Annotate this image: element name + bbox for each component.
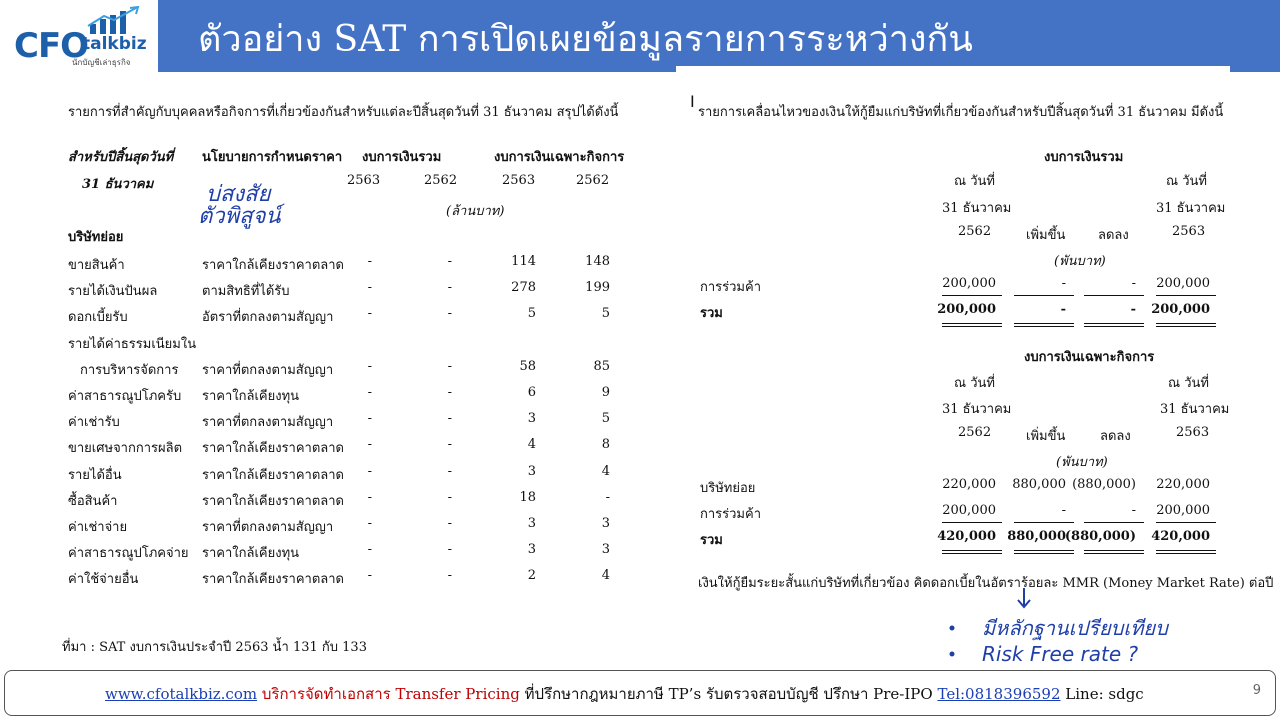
row-value: 8 — [601, 437, 610, 453]
row-policy: ราคาที่ตกลงตามสัญญา — [202, 362, 334, 378]
row-value: - — [367, 358, 372, 374]
consol-dec31-2: 31 ธันวาคม — [1156, 201, 1226, 216]
arrow-down-icon — [1014, 586, 1034, 610]
total-line — [1156, 323, 1216, 324]
row-value: - — [367, 463, 372, 479]
consol-title: งบการเงินรวม — [1044, 150, 1124, 165]
left-unit: (ล้านบาท) — [446, 204, 505, 219]
row-policy: ราคาที่ตกลงตามสัญญา — [202, 415, 334, 431]
total-value: (880,000) — [1064, 529, 1136, 544]
loan-row-value: 880,000 — [1012, 477, 1066, 492]
loan-row-label: การร่วมค้า — [700, 507, 762, 522]
row-value: - — [367, 411, 372, 427]
row-value: - — [447, 437, 452, 453]
loan-row-label: บริษัทย่อย — [700, 481, 756, 496]
row-value: - — [367, 254, 372, 269]
row-policy: ราคาใกล้เคียงราคาตลาด — [202, 572, 344, 588]
loan-row-value: 220,000 — [1156, 477, 1210, 492]
row-value: 148 — [585, 254, 610, 269]
title-bar — [158, 0, 1280, 72]
chart-bars-icon — [84, 6, 144, 36]
row-value: 5 — [527, 306, 536, 322]
total-line — [942, 326, 1002, 327]
row-label: การบริหารจัดการ — [80, 362, 179, 378]
row-value: - — [367, 489, 372, 505]
interest-note: เงินให้กู้ยืมระยะสั้นแก่บริษัทที่เกี่ยวข้อง คิดดอกเบี้ยในอัตราร้อยละ MMR (Money Market Rate) ต่อปี — [698, 576, 1274, 591]
row-value: - — [447, 306, 452, 322]
row-value: 278 — [511, 280, 536, 296]
subtotal-line — [1014, 522, 1074, 523]
handwritten-note-1: บ่สงสัย — [206, 182, 271, 207]
footer-text — [105, 682, 1144, 706]
consol-dec31-1: 31 ธันวาคม — [942, 201, 1012, 216]
total-line — [1156, 550, 1216, 551]
row-value: - — [447, 280, 452, 296]
row-label: ขายสินค้า — [68, 258, 125, 273]
row-value: 3 — [527, 542, 536, 558]
row-label: ค่าสาธารณูปโภครับ — [68, 389, 182, 404]
separate-decrease: ลดลง — [1100, 429, 1131, 444]
col-consol: งบการเงินรวม — [362, 150, 442, 165]
year-1: 2563 — [347, 173, 381, 188]
total-line — [942, 553, 1002, 554]
row-label: ค่าเช่าจ่าย — [68, 520, 128, 535]
col-policy: นโยบายการกำหนดราคา — [202, 150, 343, 165]
row-value: - — [447, 411, 452, 427]
row-policy: อัตราที่ตกลงตามสัญญา — [202, 310, 334, 326]
row-value: - — [447, 542, 452, 558]
total-line — [1014, 553, 1074, 554]
loan-row-value: - — [1061, 276, 1066, 291]
handwritten-risk-free: Risk Free rate ? — [982, 642, 1139, 666]
loan-row-value: - — [1061, 503, 1066, 518]
consol-as-at-1: ณ วันที่ — [954, 174, 995, 189]
total-label: รวม — [700, 306, 723, 321]
loan-row-label: การร่วมค้า — [700, 280, 762, 295]
footer-bar — [4, 670, 1276, 716]
loan-row-value: 200,000 — [942, 503, 996, 518]
separate-increase: เพิ่มขึ้น — [1026, 429, 1066, 444]
right-intro: รายการเคลื่อนไหวของเงินให้กู้ยืมแก่บริษัทที่เกี่ยวข้องกันสำหรับปีสิ้นสุดวันที่ 31 ธันวาคม มีดังนี้ — [698, 105, 1224, 120]
separate-year-2562: 2562 — [958, 425, 992, 440]
row-value: 3 — [601, 542, 610, 558]
row-value: 5 — [601, 411, 610, 427]
row-value: 5 — [601, 306, 610, 322]
loan-row-value: 200,000 — [1156, 276, 1210, 291]
row-policy: ราคาใกล้เคียงทุน — [202, 546, 300, 562]
separate-as-at-1: ณ วันที่ — [954, 376, 995, 391]
subtotal-line — [1084, 522, 1144, 523]
subtotal-line — [1156, 295, 1216, 296]
row-value: - — [447, 489, 452, 505]
year-4: 2562 — [576, 173, 610, 188]
website-link[interactable]: www.cfotalkbiz.com — [105, 685, 258, 703]
total-line — [1014, 323, 1074, 324]
total-line — [1084, 553, 1144, 554]
row-label: ขายเศษจากการผลิต — [68, 441, 183, 457]
total-value: 420,000 — [1151, 529, 1210, 544]
subtotal-line — [1014, 295, 1074, 296]
row-value: - — [447, 254, 452, 269]
row-label: ค่าเช่ารับ — [68, 415, 120, 431]
row-value: - — [367, 306, 372, 322]
total-line — [1014, 326, 1074, 327]
row-value: - — [447, 385, 452, 400]
row-value: 3 — [527, 463, 536, 479]
separate-dec31-2: 31 ธันวาคม — [1160, 402, 1230, 417]
loan-row-value: (880,000) — [1072, 477, 1136, 492]
row-label: ดอกเบี้ยรับ — [68, 310, 128, 326]
logo-text-2: talkbiz — [82, 34, 147, 54]
row-value: 4 — [601, 463, 610, 479]
consol-increase: เพิ่มขึ้น — [1026, 228, 1066, 243]
row-value: 3 — [601, 516, 610, 531]
subtotal-line — [942, 522, 1002, 523]
total-value: 200,000 — [937, 302, 996, 317]
subtotal-line — [942, 295, 1002, 296]
row-policy: ราคาใกล้เคียงทุน — [202, 389, 300, 404]
row-label: รายได้เงินปันผล — [68, 284, 158, 300]
separate-title: งบการเงินเฉพาะกิจการ — [1024, 350, 1155, 365]
consol-unit: (พันบาท) — [1054, 254, 1106, 269]
slide-title: ตัวอย่าง SAT การเปิดเผยข้อมูลรายการระหว่างกัน — [198, 19, 973, 60]
total-value: - — [1060, 302, 1066, 317]
total-value: 420,000 — [937, 529, 996, 544]
row-label: รายได้ค่าธรรมเนียมใน — [68, 336, 197, 352]
handwritten-note-2: ตัวพิสูจน์ — [198, 204, 281, 229]
row-value: - — [447, 516, 452, 531]
total-line — [942, 550, 1002, 551]
consol-decrease: ลดลง — [1098, 228, 1129, 243]
total-line — [1014, 550, 1074, 551]
footer-desc: ที่ปรึกษากฎหมายภาษี TP’s รับตรวจสอบบัญชี ปรึกษา Pre-IPO — [524, 685, 933, 703]
row-value: 6 — [527, 385, 536, 400]
logo-subtitle: นักบัญชีเล่าธุรกิจ — [72, 58, 131, 67]
divider-tab — [676, 66, 1230, 78]
row-label: รายได้อื่น — [68, 467, 122, 483]
row-label: ซื้อสินค้า — [68, 493, 118, 509]
row-value: 4 — [527, 437, 536, 453]
tel-link[interactable]: Tel:0818396592 — [937, 685, 1061, 703]
row-value: 114 — [511, 254, 536, 269]
consol-year-2563: 2563 — [1172, 224, 1206, 239]
row-value: 58 — [519, 358, 536, 374]
footer-service: บริการจัดทำเอกสาร Transfer Pricing — [261, 685, 520, 703]
logo — [0, 0, 158, 72]
row-value: 3 — [527, 411, 536, 427]
row-value: - — [605, 489, 610, 505]
page-number: 9 — [1252, 683, 1261, 698]
section-subsidiary: บริษัทย่อย — [68, 230, 124, 245]
subtotal-line — [1156, 522, 1216, 523]
source-note: ที่มา : SAT งบการเงินประจำปี 2563 น้ำ 131 กับ 133 — [62, 640, 367, 655]
row-value: - — [367, 542, 372, 558]
loan-row-value: 200,000 — [1156, 503, 1210, 518]
left-intro: รายการที่สำคัญกับบุคคลหรือกิจการที่เกี่ยวข้องกันสำหรับแต่ละปีสิ้นสุดวันที่ 31 ธันวาคม สรุปได้ดังนี้ — [68, 105, 619, 120]
year-3: 2563 — [502, 173, 536, 188]
bullet-dots-icon — [946, 622, 958, 662]
row-value: - — [367, 568, 372, 584]
col-period-1: สำหรับปีสิ้นสุดวันที่ — [68, 150, 174, 165]
row-label: ค่าใช้จ่ายอื่น — [68, 572, 139, 588]
row-policy: ราคาที่ตกลงตามสัญญา — [202, 520, 334, 535]
row-value: - — [447, 463, 452, 479]
total-line — [1156, 553, 1216, 554]
total-line — [1084, 323, 1144, 324]
subtotal-line — [1084, 295, 1144, 296]
col-period-2: 31 ธันวาคม — [82, 177, 154, 192]
loan-row-value: 220,000 — [942, 477, 996, 492]
separate-as-at-2: ณ วันที่ — [1168, 376, 1209, 391]
row-value: - — [447, 358, 452, 374]
consol-year-2562: 2562 — [958, 224, 992, 239]
handwritten-evidence: มีหลักฐานเปรียบเทียบ — [982, 616, 1168, 640]
row-value: 2 — [527, 568, 536, 584]
total-label: รวม — [700, 533, 723, 548]
separate-unit: (พันบาท) — [1056, 455, 1108, 470]
row-policy: ราคาใกล้เคียงราคาตลาด — [202, 258, 344, 273]
col-separate: งบการเงินเฉพาะกิจการ — [494, 150, 625, 165]
row-value: - — [367, 385, 372, 400]
row-policy: ราคาใกล้เคียงราคาตลาด — [202, 441, 344, 457]
separate-year-2563: 2563 — [1176, 425, 1210, 440]
logo-text: CFO — [14, 26, 89, 66]
loan-row-value: 200,000 — [942, 276, 996, 291]
consol-as-at-2: ณ วันที่ — [1166, 174, 1207, 189]
total-line — [942, 323, 1002, 324]
total-line — [1084, 550, 1144, 551]
total-value: 880,000 — [1007, 529, 1066, 544]
total-line — [1084, 326, 1144, 327]
year-2: 2562 — [424, 173, 458, 188]
footer-line-id: Line: sdgc — [1065, 685, 1144, 703]
total-value: - — [1130, 302, 1136, 317]
total-value: 200,000 — [1151, 302, 1210, 317]
row-value: - — [367, 280, 372, 296]
row-value: 18 — [519, 489, 536, 505]
loan-row-value: - — [1131, 503, 1136, 518]
total-line — [1156, 326, 1216, 327]
row-value: 199 — [585, 280, 610, 296]
text-cursor-icon: I — [690, 92, 695, 111]
row-value: 3 — [527, 516, 536, 531]
row-value: - — [447, 568, 452, 584]
row-label: ค่าสาธารณูปโภคจ่าย — [68, 546, 189, 562]
loan-row-value: - — [1131, 276, 1136, 291]
row-value: 85 — [593, 358, 610, 374]
row-value: - — [367, 516, 372, 531]
row-value: - — [367, 437, 372, 453]
row-policy: ตามสิทธิที่ได้รับ — [202, 284, 290, 300]
row-value: 9 — [601, 385, 610, 400]
row-value: 4 — [601, 568, 610, 584]
separate-dec31-1: 31 ธันวาคม — [942, 402, 1012, 417]
row-policy: ราคาใกล้เคียงราคาตลาด — [202, 467, 344, 483]
row-policy: ราคาใกล้เคียงราคาตลาด — [202, 493, 344, 509]
